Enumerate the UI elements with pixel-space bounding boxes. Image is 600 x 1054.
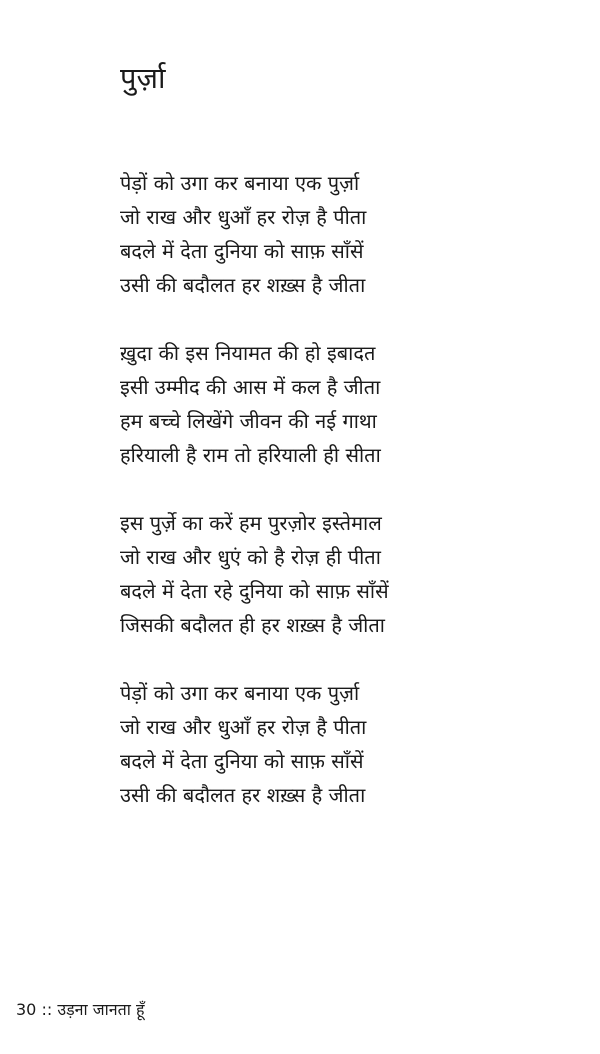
footer-separator: :: — [41, 1000, 53, 1019]
poem-line: हम बच्चे लिखेंगे जीवन की नई गाथा — [120, 409, 377, 433]
poem-line: जिसकी बदौलत ही हर शख़्स है जीता — [120, 613, 385, 637]
page-number: 30 — [16, 1000, 37, 1019]
poem-line: पेड़ों को उगा कर बनाया एक पुर्ज़ा — [120, 171, 360, 195]
poem-line: ख़ुदा की इस नियामत की हो इबादत — [120, 341, 376, 365]
poem-body — [120, 166, 520, 846]
poem-line: जो राख और धुएं को है रोज़ ही पीता — [120, 545, 381, 569]
stanza — [120, 676, 520, 812]
poem-line: बदले में देता रहे दुनिया को साफ़ साँसें — [120, 579, 389, 603]
poem-line: इसी उम्मीद की आस में कल है जीता — [120, 375, 381, 399]
poem-title: पुर्ज़ा — [120, 61, 166, 95]
stanza — [120, 336, 520, 472]
poem-line: पेड़ों को उगा कर बनाया एक पुर्ज़ा — [120, 681, 360, 705]
stanza — [120, 166, 520, 302]
poem-line: इस पुर्ज़े का करें हम पुरज़ोर इस्तेमाल — [120, 511, 382, 535]
poem-line: हरियाली है राम तो हरियाली ही सीता — [120, 443, 381, 467]
page-footer — [16, 998, 145, 1022]
stanza — [120, 506, 520, 642]
poem-line: बदले में देता दुनिया को साफ़ साँसें — [120, 239, 364, 263]
poem-line: बदले में देता दुनिया को साफ़ साँसें — [120, 749, 364, 773]
poem-line: जो राख और धुआँ हर रोज़ है पीता — [120, 205, 367, 229]
poem-line: उसी की बदौलत हर शख़्स है जीता — [120, 273, 366, 297]
poem-line: उसी की बदौलत हर शख़्स है जीता — [120, 783, 366, 807]
poem-line: जो राख और धुआँ हर रोज़ है पीता — [120, 715, 367, 739]
book-title: उड़ना जानता हूँ — [57, 1000, 145, 1019]
